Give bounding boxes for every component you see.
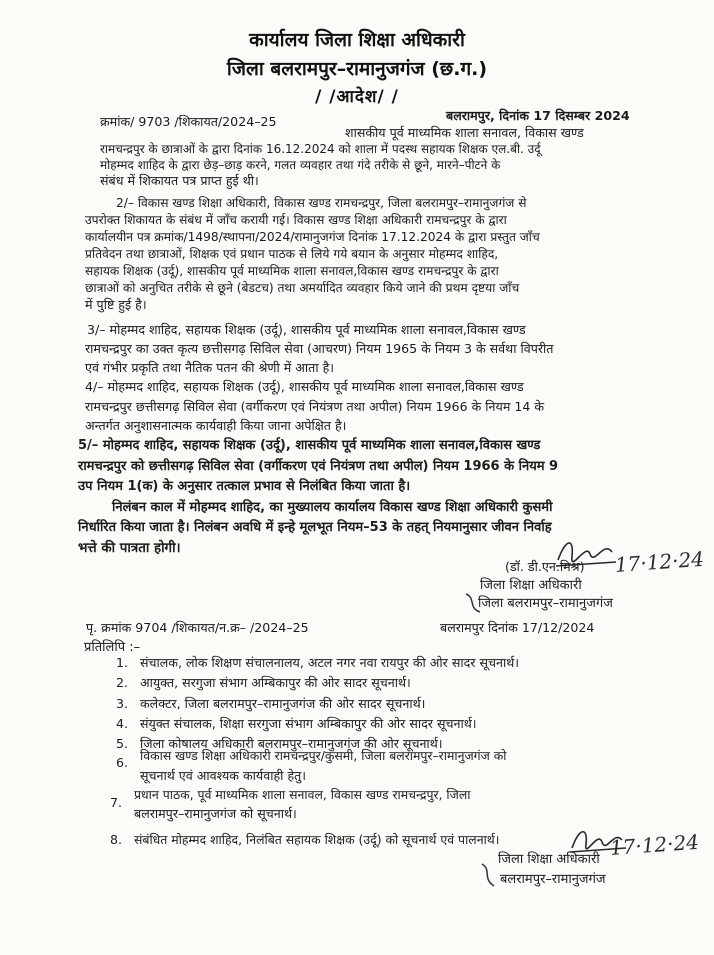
copy-item-6-cont: सूचनार्थ एवं आवश्यक कार्यवाही हेतु। xyxy=(140,768,307,783)
signatory-name: (डॉ. डी.एन.मिश्र) xyxy=(505,559,585,574)
para2-line3: कार्यालयीन पत्र क्रमांक/1498/स्थापना/2024/रामानुजगंज दिनांक 17.12.2024 के द्वारा प्रस्तुत जाँच xyxy=(85,230,540,244)
seal-mark-icon xyxy=(462,590,484,616)
para4-line3: अन्तर्गत अनुशासनात्मक कार्यवाही किया जाना अपेक्षित है। xyxy=(85,418,347,433)
para1-line3: मोहम्मद शाहिद के द्वारा छेड़–छाड़ करने, गलत व्यवहार तथा गंदे तरीके से छूने, मारने–पीटने के xyxy=(100,158,501,172)
para5-line2: रामचन्द्रपुर को छत्तीसगढ़ सिविल सेवा (वर्गीकरण एवं नियंत्रण तथा अपील) नियम 1966 के नियम 9 xyxy=(78,459,559,474)
copy-item-3-num: 3. xyxy=(116,696,129,711)
copy-item-5-num: 5. xyxy=(116,736,129,751)
copy-item-8: संबंधित मोहम्मद शाहिद, निलंबित सहायक शिक्षक (उर्दू) को सूचनार्थ एवं पालनार्थ। xyxy=(134,832,500,847)
copy-item-4: संयुक्त संचालक, शिक्षा सरगुजा संभाग अम्बिकापुर की ओर सादर सूचनार्थ। xyxy=(140,716,477,731)
copy-item-6-num: 6. xyxy=(116,755,129,770)
copy-item-2: आयुक्त, सरगुजा संभाग अम्बिकापुर की ओर सादर सूचनार्थ। xyxy=(140,675,411,690)
para6-line1: निलंबन काल में मोहम्मद शाहिद, का मुख्यालय कार्यालय विकास खण्ड शिक्षा अधिकारी कुसमी xyxy=(112,500,553,515)
para3-line2: रामचन्द्रपुर का उक्त कृत्य छत्तीसगढ़ सिविल सेवा (आचरण) नियम 1965 के नियम 3 के सर्वथा विपरीत xyxy=(85,341,554,356)
copy-item-2-num: 2. xyxy=(116,675,129,690)
endorsement-signatory-district: बलरामपुर–रामानुजगंज xyxy=(500,872,606,887)
para3-line1: 3/– मोहम्मद शाहिद, सहायक शिक्षक (उर्दू), शासकीय पूर्व माध्यमिक शाला सनावल,विकास खण्ड xyxy=(87,322,526,337)
signature-date: 17·12·24 xyxy=(614,546,705,577)
para2-line6: छात्राओं को अनुचित तरीके से छूने (बेडटच) तथा अमर्यादित व्यवहार किये जाने की प्रथम दृष्टया जाँच xyxy=(85,281,520,295)
order-place-date: बलरामपुर, दिनांक 17 दिसम्बर 2024 xyxy=(446,108,630,123)
para2-line1: 2/– विकास खण्ड शिक्षा अधिकारी, विकास खण्ड रामचन्द्रपुर, जिला बलरामपुर–रामानुजगंज से xyxy=(116,196,527,210)
copy-item-5: जिला कोषालय अधिकारी बलरामपुर–रामानुजगंज की ओर सूचनार्थ। xyxy=(140,736,443,751)
copy-item-7-num: 7. xyxy=(110,795,123,810)
para1-line4: संबंध में शिकायत पत्र प्राप्त हुई थी। xyxy=(100,173,259,188)
para2-line5: सहायक शिक्षक (उर्दू), शासकीय पूर्व माध्यमिक शाला सनावल,विकास खण्ड रामचन्द्रपुर के द्वारा xyxy=(85,264,499,278)
signatory-district: जिला बलरामपुर–रामानुजगंज xyxy=(478,596,613,611)
para2-line2: उपरोक्त शिकायत के संबंध में जाँच करायी गई। विकास खण्ड शिक्षा अधिकारी रामचन्द्रपुर के द्वारा xyxy=(85,213,507,227)
endorsement-place-date: बलरामपुर दिनांक 17/12/2024 xyxy=(440,620,595,635)
copy-to-label: प्रतिलिपि :– xyxy=(84,640,141,655)
para3-line3: एवं गंभीर प्रकृति तथा नैतिक पतन की श्रेणी में आता है। xyxy=(85,360,335,375)
copy-item-8-num: 8. xyxy=(110,832,123,847)
copy-item-3: कलेक्टर, जिला बलरामपुर–रामानुजगंज की ओर सादर सूचनार्थ। xyxy=(140,696,426,711)
office-heading: कार्यालय जिला शिक्षा अधिकारी xyxy=(249,29,465,51)
para2-line7: में पुष्टि हुई है। xyxy=(85,297,147,312)
para1-line2: रामचन्द्रपुर के छात्राओं के द्वारा दिनांक 16.12.2024 को शाला में पदस्थ सहायक शिक्षक एल.बी. उर्दू xyxy=(100,142,541,156)
district-heading: जिला बलरामपुर–रामानुजगंज (छ.ग.) xyxy=(226,58,488,80)
copy-item-4-num: 4. xyxy=(116,716,129,731)
endorsement-signatory-title: जिला शिक्षा अधिकारी xyxy=(498,852,600,867)
order-title: / /आदेश/ / xyxy=(315,87,399,107)
para6-line3: भत्ते की पात्रता होगी। xyxy=(78,541,181,556)
para4-line1: 4/– मोहम्मद शाहिद, सहायक शिक्षक (उर्दू), शासकीय पूर्व माध्यमिक शाला सनावल,विकास खण्ड xyxy=(85,379,524,394)
para2-line4: प्रतिवेदन तथा छात्राओं, शिक्षक एवं प्रधान पाठक से लिये गये बयान के अनुसार मोहम्मद शाहिद, xyxy=(85,247,499,261)
endorsement-seal-mark-icon xyxy=(478,860,500,890)
order-ref-number: क्रमांक/ 9703 /शिकायत/2024–25 xyxy=(100,114,277,129)
para4-line2: रामचन्द्रपुर छत्तीसगढ़ सिविल सेवा (वर्गीकरण एवं नियंत्रण तथा अपील) नियम 1966 के नियम 14 के xyxy=(85,399,545,414)
copy-item-7-cont: बलरामपुर–रामानुजगंज को सूचनार्थ। xyxy=(134,806,297,821)
copy-item-1-num: 1. xyxy=(116,655,129,670)
para1-line1: शासकीय पूर्व माध्यमिक शाला सनावल, विकास खण्ड xyxy=(345,125,584,140)
endorsement-signature-date: 17·12·24 xyxy=(609,829,700,860)
para5-line3: उप नियम 1(क) के अनुसार तत्काल प्रभाव से निलंबित किया जाता है। xyxy=(78,479,411,494)
copy-item-6: विकास खण्ड शिक्षा अधिकारी रामचन्द्रपुर/कुसमी, जिला बलरामपुर–रामानुजगंज को xyxy=(140,748,507,763)
para5-line1: 5/– मोहम्मद शाहिद, सहायक शिक्षक (उर्दू), शासकीय पूर्व माध्यमिक शाला सनावल,विकास खण्ड xyxy=(78,438,541,453)
copy-item-7: प्रधान पाठक, पूर्व माध्यमिक शाला सनावल, विकास खण्ड रामचन्द्रपुर, जिला xyxy=(134,787,471,802)
para6-line2: निर्धारित किया जाता है। निलंबन अवधि में इन्हे मूलभूत नियम–53 के तहत् नियमानुसार जीवन निर्वाह xyxy=(78,520,552,535)
signatory-title: जिला शिक्षा अधिकारी xyxy=(480,578,582,593)
copy-item-1: संचालक, लोक शिक्षण संचालनालय, अटल नगर नवा रायपुर की ओर सादर सूचनार्थ। xyxy=(140,655,520,670)
endorsement-ref-number: पृ. क्रमांक 9704 /शिकायत/न.क्र– /2024–25 xyxy=(86,620,309,635)
